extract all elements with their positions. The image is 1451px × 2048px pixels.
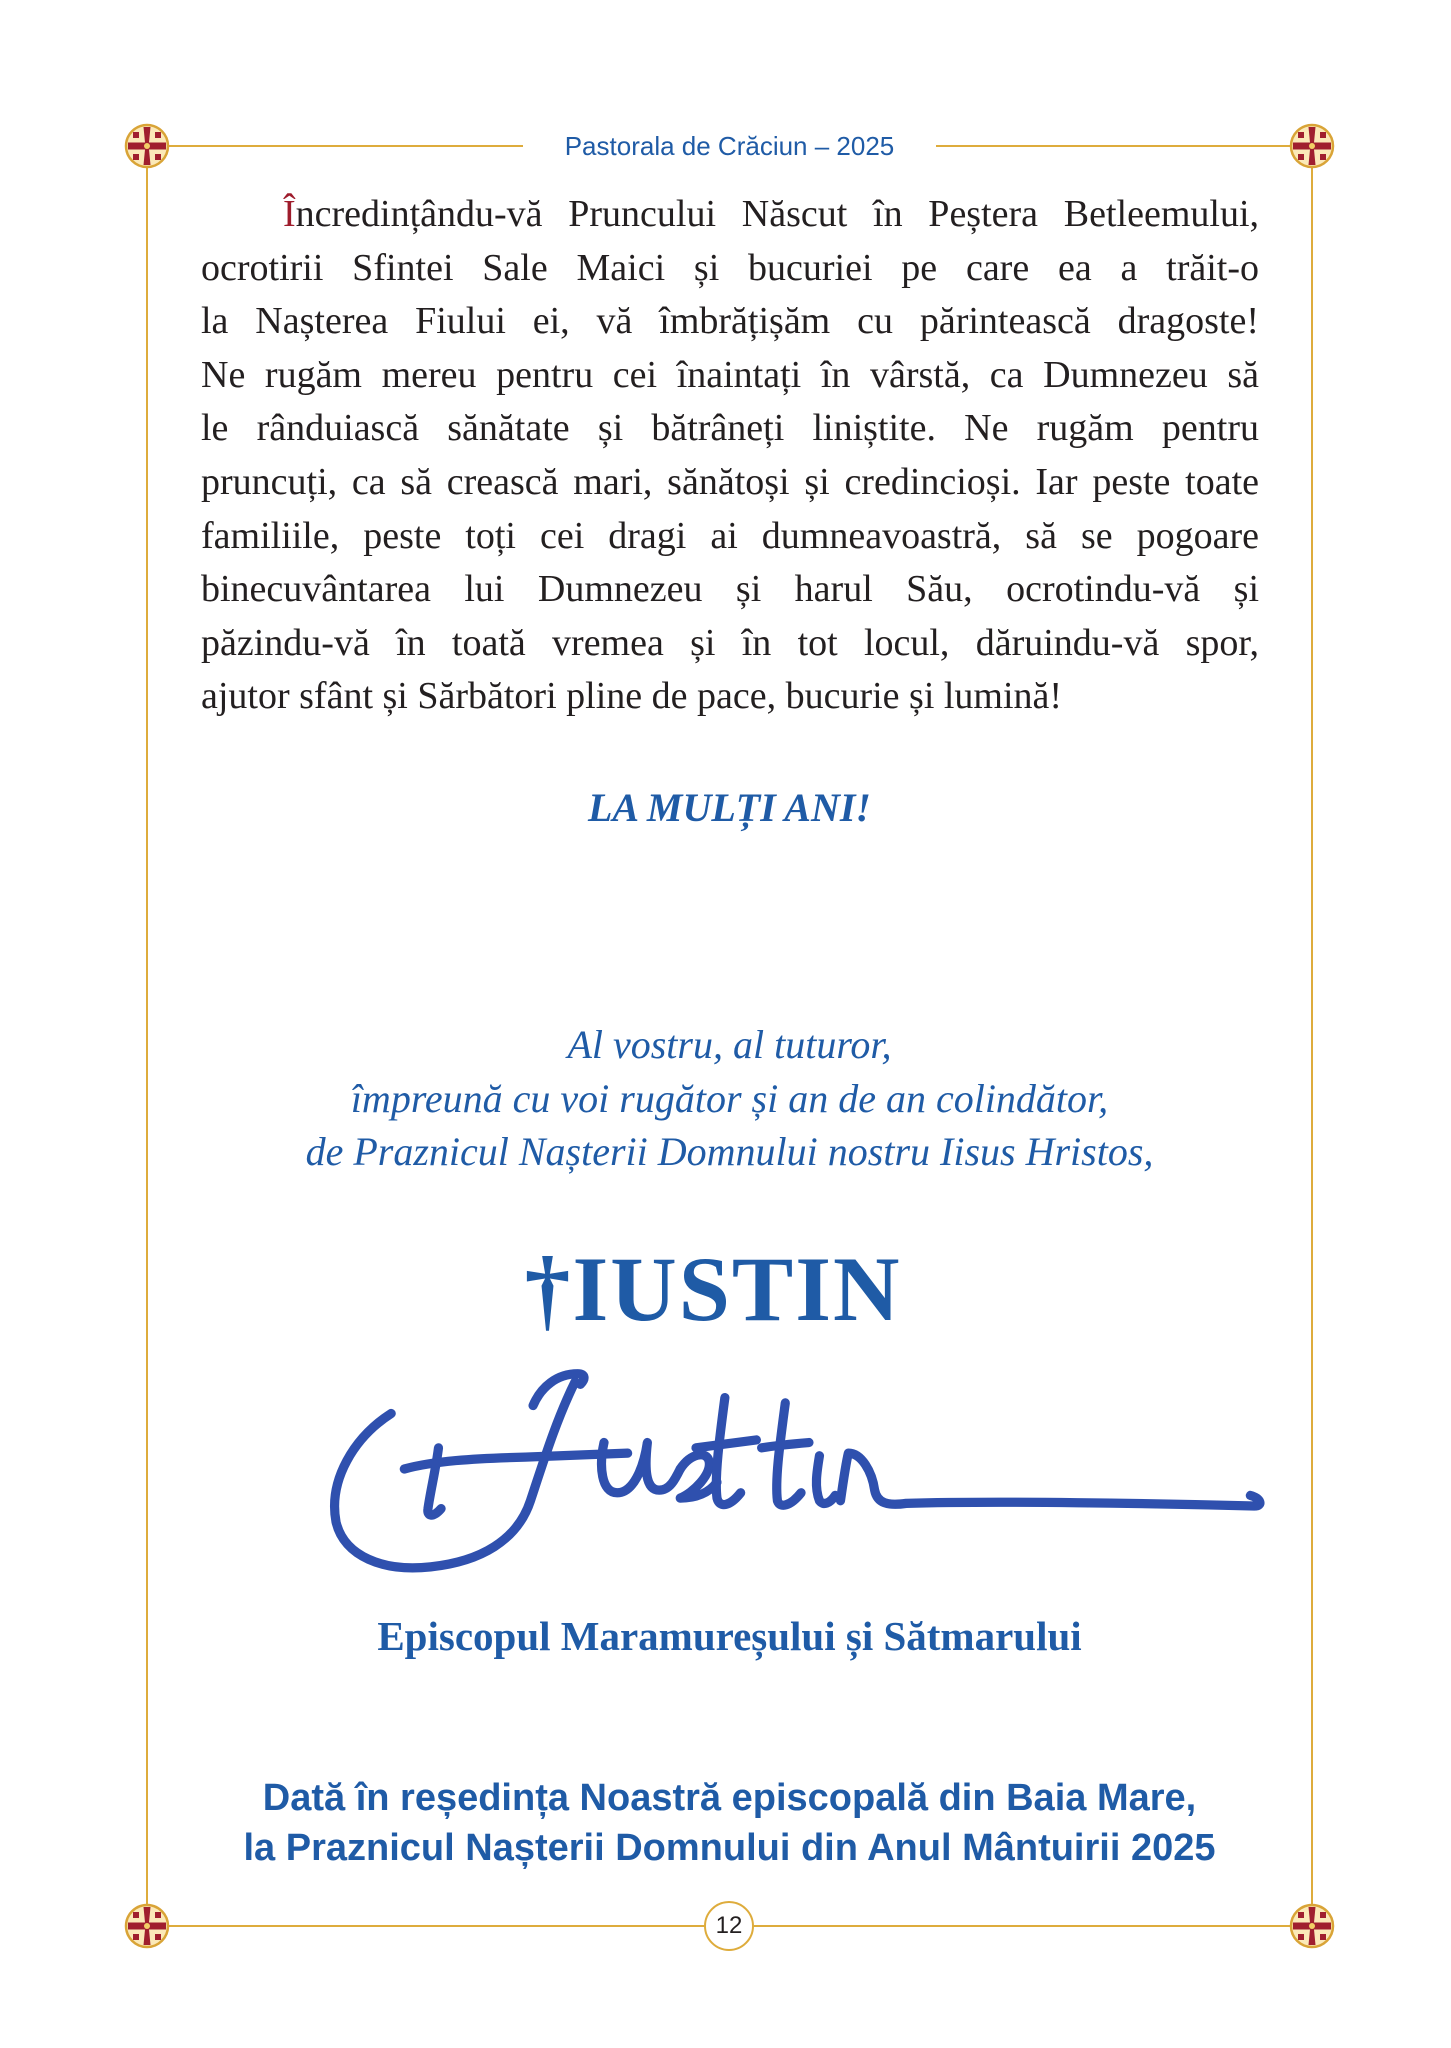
cross-ornament-icon (1287, 1901, 1337, 1951)
paragraph-line: binecuvântarea lui Dumnezeu și harul Său, ocrotindu-vă și (201, 568, 1259, 611)
cross-ornament-icon (122, 1901, 172, 1951)
place-date (147, 1773, 1312, 1873)
paragraph-line-first: Încredințându-vă Pruncului Născut în Peștera Betleemului, (283, 193, 1259, 235)
page-number (704, 1901, 754, 1951)
frame-top-line-left (147, 145, 523, 147)
drop-initial: Î (283, 193, 296, 235)
closing-line: împreună cu voi rugător și an de an colindător, (350, 1075, 1109, 1121)
paragraph-line: pruncuți, ca să crească mari, sănătoși și credincioși. Iar peste toate (201, 460, 1259, 503)
paragraph-line: familiile, peste toți cei dragi ai dumneavoastră, să se pogoare (201, 514, 1259, 557)
closing-lines (147, 1018, 1312, 1179)
paragraph-line: Ne rugăm mereu pentru cei înaintați în vârstă, ca Dumnezeu să (201, 353, 1259, 396)
page-number-label: 12 (715, 1912, 743, 1939)
closing-line: Al vostru, al tuturor, (567, 1022, 892, 1067)
paragraph-line: păzindu-vă în toată vremea și în tot locul, dăruindu-vă spor, (201, 621, 1259, 664)
paragraph-line: ocrotirii Sfintei Sale Maici și bucuriei pe care ea a trăit-o (201, 246, 1259, 289)
running-header: Pastorala de Crăciun – 2025 (564, 131, 895, 161)
signatory-title: Episcopul Maramureșului și Sătmarului (377, 1613, 1082, 1659)
pastoral-paragraph (201, 188, 1259, 724)
paragraph-line: ajutor sfânt și Sărbători pline de pace, bucurie și lumină! (201, 675, 1063, 718)
place-date-line: Dată în reședința Noastră episcopală din Baia Mare, (262, 1777, 1197, 1819)
cross-ornament-icon (1287, 121, 1337, 171)
place-date-line: la Praznicul Nașterii Domnului din Anul Mântuirii 2025 (243, 1827, 1216, 1869)
greeting: LA MULȚI ANI! (587, 785, 871, 830)
paragraph-line: la Nașterea Fiului ei, vă îmbrățișăm cu părintească dragoste! (201, 300, 1259, 343)
closing-line: de Praznicul Nașterii Domnului nostru Iisus Hristos, (305, 1129, 1154, 1174)
handwritten-signature (315, 1350, 1274, 1588)
cross-ornament-icon (122, 121, 172, 171)
frame-top-line-right (936, 145, 1312, 147)
paragraph-line: le rânduiască sănătate și bătrâneți liniștite. Ne rugăm pentru (201, 407, 1259, 450)
signatory-name: †IUSTIN (524, 1238, 902, 1340)
